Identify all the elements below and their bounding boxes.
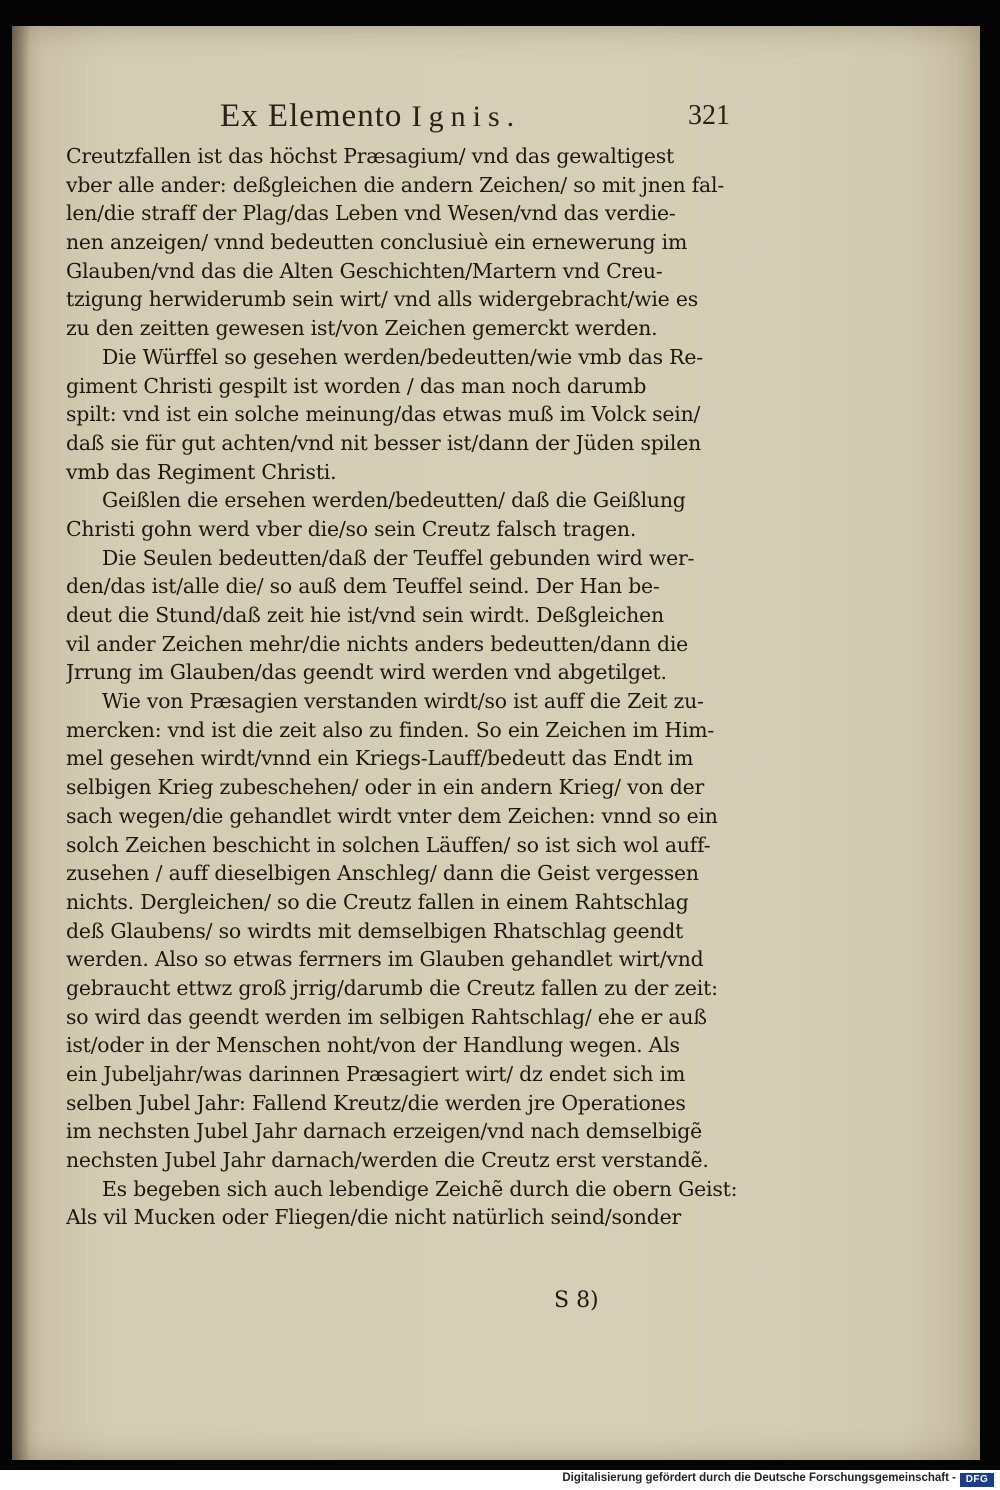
text-line: den/das ist/alle die/ so auß dem Teuffel seind. Der Han be- <box>66 574 660 599</box>
text-line: Geißlen die ersehen werden/bedeutten/ daß die Geißlung <box>102 488 686 513</box>
page-gutter-shadow <box>12 26 30 1460</box>
text-line: zusehen / auff dieselbigen Anschleg/ dann die Geist vergessen <box>66 861 699 886</box>
page-number: 321 <box>688 100 730 131</box>
funding-credit: Digitalisierung gefördert durch die Deutsche Forschungsgemeinschaft - <box>562 1472 956 1484</box>
text-line: Es begeben sich auch lebendige Zeichẽ durch die obern Geist: <box>102 1176 738 1201</box>
text-line: gebraucht ettwz groß jrrig/darumb die Creutz fallen zu der zeit: <box>66 975 718 1000</box>
text-line: so wird das geendt werden im selbigen Rahtschlag/ ehe er auß <box>66 1004 707 1029</box>
text-line: ein Jubeljahr/was darinnen Præsagiert wirt/ dz endet sich im <box>66 1062 686 1086</box>
text-line: Glauben/vnd das die Alten Geschichten/Martern vnd Creu- <box>66 258 663 283</box>
dfg-logo: DFG <box>960 1473 994 1487</box>
footer-bar <box>0 1470 1000 1490</box>
text-line: spilt: vnd ist ein solche meinung/das etwas muß im Volck sein/ <box>66 402 701 427</box>
text-line: len/die straff der Plag/das Leben vnd Wesen/vnd das verdie- <box>66 201 676 226</box>
text-line: vmb das Regiment Christi. <box>66 459 337 484</box>
text-line: vil ander Zeichen mehr/die nichts anders bedeutten/dann die <box>66 631 689 656</box>
text-line: tzigung herwiderumb sein wirt/ vnd alls widergebracht/wie es <box>66 287 698 312</box>
text-line: zu den zeitten gewesen ist/von Zeichen gemerckt werden. <box>66 316 658 341</box>
text-line: Die Seulen bedeutten/daß der Teuffel gebunden wird wer- <box>102 545 695 570</box>
text-line: nichts. Dergleichen/ so die Creutz fallen in einem Rahtschlag <box>66 889 689 914</box>
text-line: nen anzeigen/ vnnd bedeutten conclusiuè ein ernewerung im <box>66 230 688 255</box>
text-line: sach wegen/die gehandlet wirdt vnter dem Zeichen: vnnd so ein <box>66 803 718 828</box>
text-line: selbigen Krieg zubeschehen/ oder in ein andern Krieg/ von der <box>66 775 705 800</box>
text-line: Jrrung im Glauben/das geendt wird werden vnd abgetilget. <box>66 660 667 685</box>
text-line: Christi gohn werd vber die/so sein Creutz falsch tragen. <box>66 516 637 541</box>
body-text <box>66 142 756 1232</box>
text-line: Als vil Mucken oder Fliegen/die nicht natürlich seind/sonder <box>66 1205 682 1230</box>
text-line: mercken: vnd ist die zeit also zu finden. So ein Zeichen im Him- <box>66 717 715 742</box>
text-line: im nechsten Jubel Jahr darnach erzeigen/vnd nach demselbigẽ <box>66 1119 703 1144</box>
running-title-main: Ex Elemento <box>220 98 412 134</box>
page-header <box>12 98 980 138</box>
text-line: ist/oder in der Menschen noht/von der Handlung wegen. Als <box>66 1033 680 1058</box>
text-line: deut die Stund/daß zeit hie ist/vnd sein wirdt. Deßgleichen <box>66 603 664 627</box>
catchword: S 8) <box>554 1288 599 1313</box>
text-line: vber alle ander: deßgleichen die andern Zeichen/ so mit jnen fal- <box>66 172 725 197</box>
text-line: Wie von Præsagien verstanden wirdt/so ist auff die Zeit zu- <box>102 689 704 714</box>
text-line: Creutzfallen ist das höchst Præsagium/ vnd das gewaltigest <box>66 144 674 168</box>
text-line: werden. Also so etwas ferrners im Glauben gehandlet wirt/vnd <box>66 947 704 972</box>
text-line: nechsten Jubel Jahr darnach/werden die Creutz erst verstandẽ. <box>66 1148 709 1173</box>
text-line: Die Würffel so gesehen werden/bedeutten/wie vmb das Re- <box>102 344 703 369</box>
text-line: mel gesehen wirdt/vnnd ein Kriegs-Lauff/bedeutt das Endt im <box>66 746 694 771</box>
text-line: deß Glaubens/ so wirdts mit demselbigen Rhatschlag geendt <box>66 918 684 943</box>
text-line: selben Jubel Jahr: Fallend Kreutz/die werden jre Operationes <box>66 1090 686 1115</box>
text-line: giment Christi gespilt ist worden / das man noch darumb <box>66 373 647 398</box>
running-title <box>220 98 521 135</box>
text-line: daß sie für gut achten/vnd nit besser ist/dann der Jüden spilen <box>66 430 702 455</box>
text-line: solch Zeichen beschicht in solchen Läuffen/ so ist sich wol auff- <box>66 832 711 857</box>
book-page <box>12 26 980 1460</box>
running-title-spaced: Ignis. <box>411 100 522 133</box>
